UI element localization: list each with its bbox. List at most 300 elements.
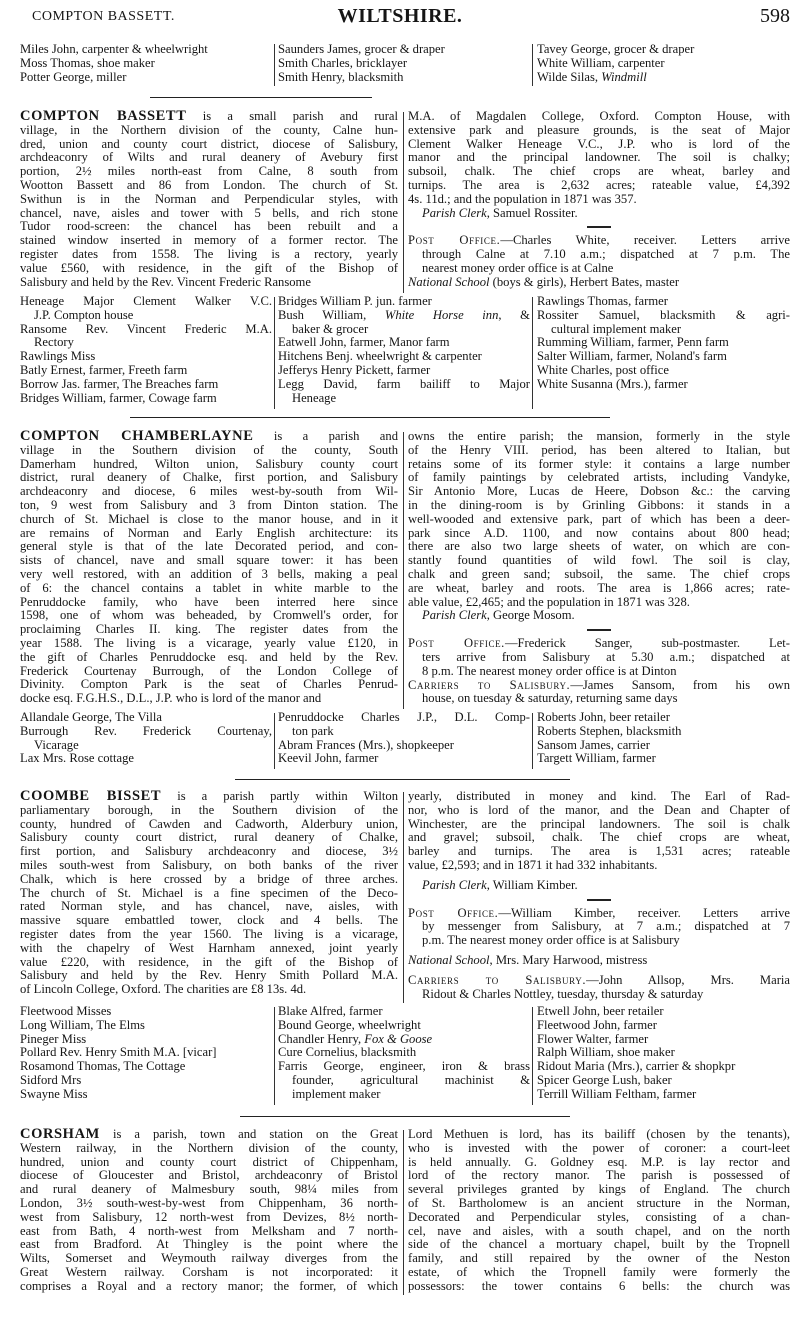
- text-line: [408, 276, 790, 290]
- text-line: Sir Antonio More, Lucas de Heere, Dobson &c.: the carving: [408, 484, 790, 499]
- directory-entry: [537, 57, 790, 71]
- text-line: London, 3½ south-west-by-west from Chippenham, 36 north-: [20, 1195, 398, 1210]
- text-line: Ridout Maria (Mrs.), carrier & shopkpr: [537, 1059, 736, 1074]
- directory-column: [537, 295, 790, 392]
- text: Wilde Silas,: [537, 69, 602, 84]
- directory-column: [537, 1005, 790, 1102]
- text-line: Pollard Rev. Henry Smith M.A. [vicar]: [20, 1045, 217, 1060]
- italic-text: Parish Clerk: [422, 877, 487, 892]
- text-line: 4s. 11d.; and the population in 1871 was 357.: [408, 191, 637, 206]
- text-line: the gift of Charles Penruddocke esq. and held by the Rev.: [20, 649, 398, 664]
- directory-entry: [278, 364, 530, 378]
- text-line: Tudor rood-screen: the chancel has been rebuilt and a: [20, 219, 398, 234]
- column-divider: [532, 44, 533, 86]
- text-line: who is invested with the power of coroner: a court-leet: [408, 1140, 790, 1155]
- paragraph-post: [408, 637, 790, 678]
- text-line: [537, 71, 790, 85]
- directory-entry: [537, 1005, 790, 1019]
- text-line: [278, 309, 530, 323]
- directory-entry: [278, 43, 530, 57]
- text-line: Ralph William, shoe maker: [537, 1045, 675, 1060]
- column-divider: [532, 713, 533, 769]
- text-line: manor and the principal landowner. The soil is chalky;: [408, 150, 790, 165]
- directory-entry: [537, 1074, 790, 1088]
- text-line: comprises a Royal and a rectory manor; the former, of which: [20, 1278, 398, 1293]
- text-line: register dates from the year 1560. The living is a vicarage,: [20, 926, 398, 941]
- text-line: Frederick Courtenay Burrough, of the London College of: [20, 663, 398, 678]
- text-line: Ransome Rev. Vincent Frederic M.A.: [20, 321, 272, 336]
- text-line: Great Western railway. Corsham is not incorporated: it: [20, 1264, 398, 1279]
- text-line: Clement Walker Heneage V.C., J.P. who is lord of the: [408, 136, 790, 151]
- text-line: cel, nave and aisles, with a south chapel, and on the north: [408, 1223, 790, 1238]
- text-line: value £560, with residence, in the gift of the Bishop of: [20, 260, 398, 275]
- text-line: very well restored, with an addition of 3 bells, making a peal: [20, 566, 398, 581]
- text-line: ton park: [292, 723, 334, 738]
- text-line: are remains of Norman and Early English architecture: its: [20, 525, 398, 540]
- column-divider: [274, 44, 275, 86]
- text-line: well-wooded and extensive park, part of which has been a deer-: [408, 511, 790, 526]
- section-rule: [130, 417, 610, 418]
- text-line: Vicarage: [34, 737, 79, 752]
- text-line: possessors: the tower contains 6 bells: the church was: [408, 1278, 790, 1293]
- paragraph-carriers: [408, 679, 790, 707]
- text: is a parish partly within Wilton: [161, 789, 398, 803]
- paragraph-clerk: [408, 879, 790, 893]
- directory-entry: [537, 739, 790, 753]
- text-line: J.P. Compton house: [34, 307, 134, 322]
- directory-entry: [278, 1019, 530, 1033]
- entry-left-column: [20, 1128, 398, 1294]
- directory-entry: [537, 43, 790, 57]
- text-line: value, £2,593; and in 1871 it had 332 inhabitants.: [408, 857, 658, 872]
- text-line: White Susanna (Mrs.), farmer: [537, 376, 688, 391]
- directory-entry: [20, 350, 272, 364]
- directory-entry: [537, 309, 790, 337]
- text-line: Farris George, engineer, iron & brass: [278, 1059, 530, 1074]
- text-line: Lax Mrs. Rose cottage: [20, 751, 135, 766]
- text-line: [20, 1128, 398, 1142]
- paragraph-description: [20, 110, 398, 289]
- text-line: Wilts, Somerset and Weymouth railway diverges from the: [20, 1251, 398, 1266]
- text-line: Burrough Rev. Frederick Courtenay,: [20, 723, 272, 738]
- text-line: Miles John, carpenter & wheelwright: [20, 42, 208, 56]
- text-line: Salisbury and held by the Rev. Henry Smith Pollard M.A.: [20, 968, 398, 983]
- italic-text: Parish Clerk: [422, 608, 487, 623]
- small-caps-heading: Post Office.: [408, 905, 499, 920]
- directory-entry: [278, 1046, 530, 1060]
- text-line: of the Henry VIII. period, has been altered to Italian, but: [408, 442, 790, 457]
- directory-entry: [278, 378, 530, 406]
- text-line: Potter George, miller: [20, 69, 127, 84]
- text: —James Sansom, from his own: [570, 677, 790, 692]
- text-line: register dates from 1558. The living is a rectory, yearly: [20, 246, 398, 261]
- text: , Mrs. Mary Harwood, mistress: [489, 952, 648, 967]
- column-divider: [403, 792, 404, 1003]
- text-line: Smith Charles, bricklayer: [278, 55, 408, 70]
- text-line: stantly found quantities of wild fowl. The soil is clay,: [408, 553, 790, 568]
- text-line: Abram Frances (Mrs.), shopkeeper: [278, 737, 454, 752]
- text-line: Flower Walter, farmer: [537, 1031, 649, 1046]
- directory-entry: [278, 1033, 530, 1047]
- directory-entry: [20, 1074, 272, 1088]
- text-line: cultural implement maker: [551, 321, 682, 336]
- text-line: [408, 207, 790, 221]
- directory-entry: [278, 752, 530, 766]
- text-line: family, and still repaired by the owner of the Neston: [408, 1251, 790, 1266]
- text-line: The church of St. Michael is a fine specimen of the Deco-: [20, 885, 398, 900]
- text-line: Hitchens Benj. wheelwright & carpenter: [278, 349, 482, 364]
- directory-entry: [278, 1005, 530, 1019]
- text-line: and gravel; subsoil, chalk. The chief crops are wheat,: [408, 830, 790, 845]
- paragraph-description: [20, 430, 398, 706]
- text-line: [408, 974, 790, 988]
- italic-text: Windmill: [601, 69, 647, 84]
- directory-entry: [20, 323, 272, 351]
- text-line: dred, union and county court district, diocese of Salisbury,: [20, 136, 398, 151]
- text-line: Salisbury and held by the Rev. Vincent Frederic Ransome: [20, 274, 311, 289]
- text-line: Heneage: [292, 390, 337, 405]
- directory-column: [537, 43, 790, 84]
- text-line: Moss Thomas, shoe maker: [20, 55, 155, 70]
- directory-entry: [278, 295, 530, 309]
- text-line: are wheat, barley and roots. The area is 1,866 acres; rate-: [408, 580, 790, 595]
- county-title: WILTSHIRE.: [337, 5, 463, 27]
- small-caps-heading: Carriers to Salisbury.: [408, 972, 587, 987]
- paragraph-post: [408, 907, 790, 948]
- directory-entry: [278, 350, 530, 364]
- text-line: able value, £2,465; and the population in 1871 was 328.: [408, 594, 690, 609]
- place-name: COMPTON BASSETT: [20, 108, 187, 124]
- text-line: in the dining-room is by Grinling Gibbons: it stands in a: [408, 497, 790, 512]
- directory-entry: [537, 1046, 790, 1060]
- text-line: Chalk, which is here crossed by a bridge of three arches.: [20, 871, 398, 886]
- text-line: Heneage Major Clement Walker V.C.: [20, 294, 272, 308]
- text-line: year 1588. The living is a vicarage, yearly value £120, in: [20, 635, 398, 650]
- entry-left-column: [20, 110, 398, 289]
- paragraph-school: [408, 954, 790, 968]
- text-line: chancel, nave, aisles and tower with 5 bells, and rich stone: [20, 205, 398, 220]
- directory-entry: [20, 725, 272, 753]
- text-line: [408, 234, 790, 248]
- text-line: White William, carpenter: [537, 55, 665, 70]
- text-line: hundred, union and county court district of Chippenham,: [20, 1154, 398, 1169]
- paragraph-school: [408, 276, 790, 290]
- text-line: diocese of Gloucester and Bristol, archdeaconry of Bristol: [20, 1168, 398, 1183]
- directory-entry: [537, 350, 790, 364]
- text-line: Terrill William Feltham, farmer: [537, 1086, 697, 1101]
- text-line: nor, who is lord of the manor, and the Dean and Chapter of: [408, 802, 790, 817]
- entry-left-column: [20, 790, 398, 997]
- directory-entry: [20, 378, 272, 392]
- directory-entry: [20, 1060, 272, 1074]
- text-line: of family paintings by celebrated artists, including Vandyke,: [408, 470, 790, 485]
- directory-column: [278, 43, 530, 84]
- text-line: archdeaconry and diocese, 6 miles west-by-south from Wil-: [20, 484, 398, 499]
- text-line: Tavey George, grocer & draper: [537, 42, 695, 56]
- italic-text: Parish Clerk: [422, 205, 487, 220]
- text-line: chalk and green sand; subsoil, the same. The chief crops: [408, 566, 790, 581]
- text-line: [20, 790, 398, 804]
- directory-column: [278, 1005, 530, 1102]
- text-line: Western railway, in the Northern division of the county,: [20, 1140, 398, 1155]
- text-line: portion, 2½ miles north-east from Calne, 8 south from: [20, 164, 398, 179]
- directory-entry: [537, 378, 790, 392]
- text-line: Rossiter Samuel, blacksmith & agri-: [537, 307, 790, 322]
- directory-entry: [537, 1088, 790, 1102]
- text-line: Smith Henry, blacksmith: [278, 69, 404, 84]
- entry-left-column: [20, 430, 398, 706]
- text-line: district, rural deanery of Chalke, first portion, and Salisbury: [20, 470, 398, 485]
- text-line: retains some of its former style: it contains a large number: [408, 456, 790, 471]
- text-line: general style is that of the late Decorated period, and con-: [20, 539, 398, 554]
- text-line: by messenger from Salisbury, at 7 a.m.; dispatched at 7: [422, 919, 790, 934]
- text-line: house, on tuesday & saturday, returning same days: [422, 691, 678, 706]
- small-caps-heading: Carriers to Salisbury.: [408, 677, 571, 692]
- text-line: Spicer George Lush, baker: [537, 1072, 672, 1087]
- text-line: White Charles, post office: [537, 362, 669, 377]
- separator-dash: [408, 893, 790, 907]
- text-line: owns the entire parish; the mansion, formerly in the style: [408, 429, 790, 443]
- place-name: CORSHAM: [20, 1126, 100, 1142]
- text-line: Blake Alfred, farmer: [278, 1004, 383, 1018]
- text-line: Bridges William, farmer, Cowage farm: [20, 390, 217, 405]
- directory-column: [537, 711, 790, 766]
- directory-entry: [20, 1033, 272, 1047]
- directory-column: [278, 711, 530, 766]
- text-line: Divinity. Compton Park is the seat of Charles Penrud-: [20, 677, 398, 692]
- directory-entry: [278, 711, 530, 739]
- directory-entry: [20, 711, 272, 725]
- text-line: Eatwell John, farmer, Manor farm: [278, 335, 450, 350]
- text-line: docke esq. F.G.H.S., D.L., J.P. who is lord of the manor and: [20, 691, 322, 706]
- text-line: with the chapelry of West Harnham annexed, joint yearly: [20, 940, 398, 955]
- text-line: Penruddocke Charles J.P., D.L. Comp-: [278, 710, 530, 724]
- text-line: ton, 9 west from Salisbury and 3 from Dinton station. The: [20, 497, 398, 512]
- text-line: Pineger Miss: [20, 1031, 87, 1046]
- italic-text: National School: [408, 274, 490, 289]
- text-line: Lord Methuen is lord, has its bailiff (chosen by the tenants),: [408, 1127, 790, 1141]
- page-number: 598: [760, 5, 790, 27]
- text-line: Jefferys Henry Pickett, farmer: [278, 362, 431, 377]
- text: Bush William,: [278, 307, 385, 322]
- paragraph-description: [408, 430, 790, 609]
- section-rule: [150, 97, 372, 98]
- entry-right-column: [408, 1128, 790, 1294]
- paragraph-description: [20, 790, 398, 997]
- text-line: [408, 609, 790, 623]
- text-line: Fleetwood Misses: [20, 1004, 112, 1018]
- text-line: lord of the rectory manor. The parish is possessed of: [408, 1168, 790, 1183]
- paragraph-description: [408, 790, 790, 873]
- directory-entry: [278, 71, 530, 85]
- paragraph-clerk: [408, 207, 790, 221]
- text-line: 8 p.m. The nearest money order office is at Dinton: [422, 663, 677, 678]
- text-line: Batly Ernest, farmer, Freeth farm: [20, 362, 188, 377]
- directory-entry: [20, 752, 272, 766]
- text-line: Bound George, wheelwright: [278, 1017, 421, 1032]
- text-line: [408, 907, 790, 921]
- text-line: Rosamond Thomas, The Cottage: [20, 1059, 186, 1074]
- text-line: massive square embattled tower, clock and 4 bells. The: [20, 913, 398, 928]
- running-head: COMPTON BASSETT.: [32, 9, 175, 24]
- text-line: Fleetwood John, farmer: [537, 1017, 657, 1032]
- text-line: Targett William, farmer: [537, 751, 656, 766]
- text: (boys & girls), Herbert Bates, master: [489, 274, 680, 289]
- section-rule: [235, 779, 570, 780]
- text-line: sists of chancel, nave and small square tower: it has been: [20, 553, 398, 568]
- text-line: west from Salisbury, 12 north-west from Devizes, 8½ north-: [20, 1209, 398, 1224]
- place-name: COOMBE BISSET: [20, 788, 162, 804]
- text-line: Etwell John, beer retailer: [537, 1004, 664, 1018]
- paragraph-carriers: [408, 974, 790, 1002]
- directory-entry: [537, 752, 790, 766]
- directory-entry: [537, 1033, 790, 1047]
- directory-entry: [20, 295, 272, 323]
- text-line: archdeaconry of Wilts and rural deanery of Avebury first: [20, 150, 398, 165]
- text-line: Sansom James, carrier: [537, 737, 650, 752]
- text-line: and rural deanery of Malmesbury south, 98¼ miles from: [20, 1182, 398, 1197]
- directory-entry: [537, 295, 790, 309]
- directory-entry: [278, 309, 530, 337]
- text-line: Ridout & Charles Nottley, tuesday, thursday & saturday: [422, 986, 704, 1001]
- text-line: [408, 954, 790, 968]
- column-divider: [532, 1007, 533, 1105]
- text-line: east from Bradford. At Thingley is the point where the: [20, 1237, 398, 1252]
- directory-entry: [537, 1019, 790, 1033]
- directory-column: [20, 1005, 272, 1102]
- place-name: COMPTON CHAMBERLAYNE: [20, 428, 254, 444]
- italic-text: Fox & Goose: [364, 1031, 433, 1046]
- text-line: rated Norman style, and has chancel, nave, aisles, with: [20, 899, 398, 914]
- text-line: through Calne at 7.10 a.m.; dispatched at 7 p.m. The: [422, 247, 790, 262]
- text-line: Sidford Mrs: [20, 1072, 82, 1087]
- text: —Charles White, receiver. Letters arrive: [500, 233, 790, 248]
- text: , George Mosom.: [486, 608, 575, 623]
- directory-entry: [537, 1060, 790, 1074]
- directory-entry: [20, 71, 272, 85]
- entry-right-column: [408, 790, 790, 1001]
- text-line: subsoil, chalk. The chief crops are wheat, barley and: [408, 164, 790, 179]
- column-divider: [274, 1007, 275, 1105]
- text: Chandler Henry,: [278, 1031, 365, 1046]
- directory-entry: [278, 57, 530, 71]
- directory-entry: [537, 711, 790, 725]
- directory-entry: [20, 1019, 272, 1033]
- text-line: east from Bath, 4 north-west from Melksham and 7 north-: [20, 1223, 398, 1238]
- text: , William Kimber.: [486, 877, 578, 892]
- text-line: M.A. of Magdalen College, Oxford. Compton House, with: [408, 109, 790, 123]
- text: is a parish and: [253, 429, 398, 443]
- text-line: Salter William, farmer, Noland's farm: [537, 349, 727, 364]
- text-line: park since A.D. 1100, and now contains about 800 head;: [408, 525, 790, 540]
- directory-entry: [537, 364, 790, 378]
- text-line: miles south-west from Salisbury, on both banks of the river: [20, 857, 398, 872]
- italic-text: National School: [408, 952, 490, 967]
- directory-column: [20, 43, 272, 84]
- entry-right-column: [408, 430, 790, 706]
- paragraph-continued: [20, 1128, 398, 1294]
- text-line: Penruddocke family, who have been interred here since: [20, 594, 398, 609]
- text-line: Allandale George, The Villa: [20, 710, 162, 724]
- directory-entry: [20, 43, 272, 57]
- text-line: Saunders James, grocer & draper: [278, 42, 445, 56]
- text: —William Kimber, receiver. Letters arrive: [498, 905, 791, 920]
- column-divider: [403, 1130, 404, 1295]
- column-divider: [274, 713, 275, 769]
- text-line: ters arrive from Salisbury at 5.30 a.m.; dispatched at: [422, 649, 790, 664]
- text-line: Swithun is in the Norman and Perpendicular styles, with: [20, 191, 398, 206]
- paragraph-post: [408, 234, 790, 275]
- text: —Frederick Sanger, sub-postmaster. Let-: [504, 636, 790, 651]
- text-line: value £220, with residence, in the gift of the Bishop of: [20, 954, 398, 969]
- text-line: side of the chancel a mortuary chapel, built by the Tropnell: [408, 1237, 790, 1252]
- text-line: Cure Cornelius, blacksmith: [278, 1045, 417, 1060]
- column-divider: [274, 297, 275, 409]
- text-line: 1598, one of whom was beheaded, by Cromwell's order, for: [20, 608, 398, 623]
- paragraph-description: [408, 110, 790, 207]
- text-line: Decorated and Perpendicular styles, consisting of a chan-: [408, 1209, 790, 1224]
- entry-right-column: [408, 110, 790, 290]
- section-rule: [240, 1116, 570, 1117]
- directory-entry: [20, 57, 272, 71]
- directory-column: [278, 295, 530, 405]
- separator-dash: [408, 220, 790, 234]
- text-line: baker & grocer: [292, 321, 369, 336]
- directory-entry: [20, 364, 272, 378]
- text-line: proclaiming Charles II. king. The register dates from the: [20, 622, 398, 637]
- text-line: yearly, distributed in money and kind. The Earl of Rad-: [408, 789, 790, 803]
- text-line: parliamentary borough, in the Southern division of the: [20, 802, 398, 817]
- directory-entry: [278, 739, 530, 753]
- text-line: [408, 879, 790, 893]
- text-line: several privileges granted by kings of England. The church: [408, 1182, 790, 1197]
- text-line: founder, agricultural machinist &: [292, 1072, 530, 1087]
- paragraph-clerk: [408, 609, 790, 623]
- column-divider: [403, 432, 404, 709]
- text: —John Allsop, Mrs. Maria: [586, 972, 790, 987]
- text-line: village in the Southern division of the county, South: [20, 442, 398, 457]
- text-line: implement maker: [292, 1086, 381, 1101]
- directory-entry: [20, 1046, 272, 1060]
- text-line: Legg David, farm bailiff to Major: [278, 376, 530, 391]
- text-line: county, hundred of Cawden and Cadworth, Alderbury union,: [20, 816, 398, 831]
- text-line: stained window inserted in memory of a former rector. The: [20, 233, 398, 248]
- directory-column: [20, 295, 272, 405]
- text: is a small parish and rural: [186, 109, 398, 123]
- directory-entry: [278, 336, 530, 350]
- text-line: Winchester, are the principal landowners. The soil is chalk: [408, 816, 790, 831]
- text-line: Long William, The Elms: [20, 1017, 145, 1032]
- directory-entry: [20, 1005, 272, 1019]
- text-line: [408, 679, 790, 693]
- text: is a parish, town and station on the Great: [99, 1127, 398, 1141]
- text-line: Roberts John, beer retailer: [537, 710, 670, 724]
- text-line: Rectory: [34, 335, 74, 350]
- directory-entry: [278, 1060, 530, 1101]
- text-line: p.m. The nearest money order office is at Salisbury: [422, 933, 680, 948]
- column-divider: [403, 112, 404, 293]
- text-line: of Lincoln College, Oxford. The charities are £8 13s. 4d.: [20, 982, 307, 997]
- directory-entry: [537, 71, 790, 85]
- column-divider: [532, 297, 533, 409]
- text-line: [278, 1033, 530, 1047]
- text-line: [20, 430, 398, 444]
- separator-dash: [408, 623, 790, 637]
- directory-entry: [537, 336, 790, 350]
- text: , Samuel Rossiter.: [486, 205, 578, 220]
- text-line: estate, of which the Tropnell family were formerly the: [408, 1264, 790, 1279]
- text-line: Rawlings Thomas, farmer: [537, 294, 668, 308]
